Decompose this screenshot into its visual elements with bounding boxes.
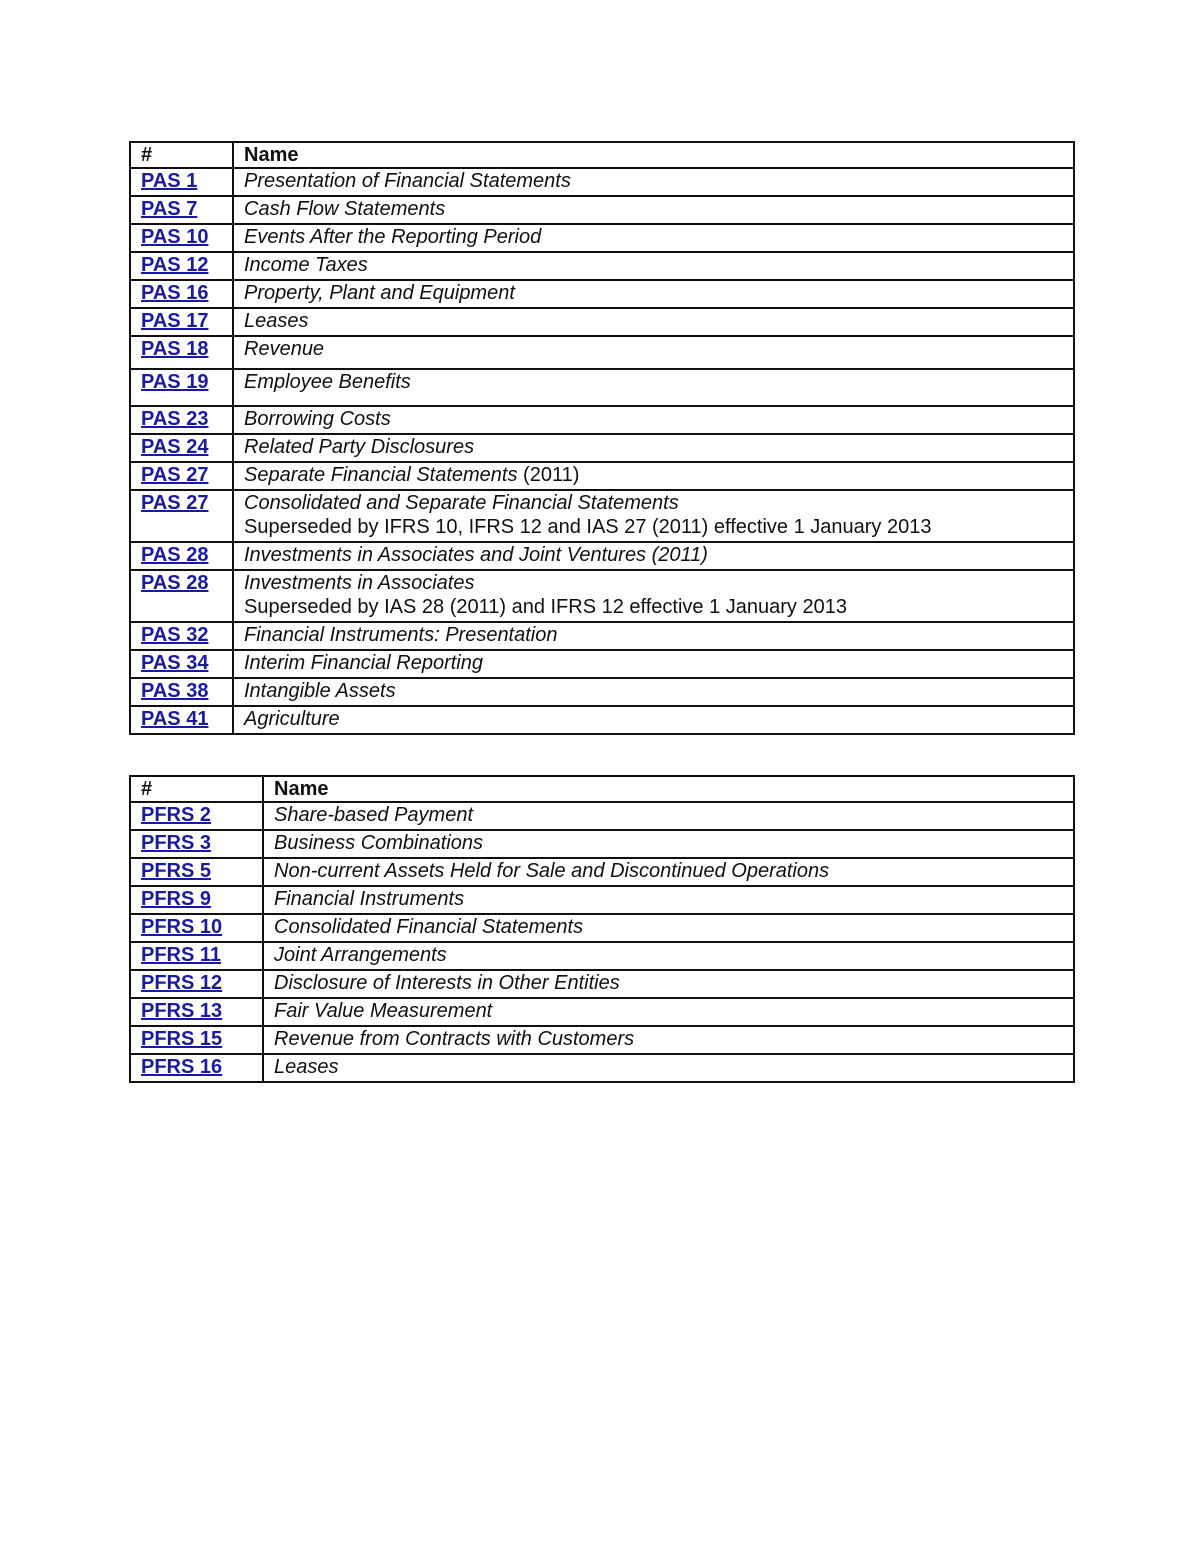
standard-name-cell bbox=[263, 1054, 1074, 1082]
standard-code-link[interactable]: PAS 19 bbox=[141, 371, 209, 393]
standard-title bbox=[274, 1027, 1063, 1051]
standard-code-link[interactable]: PAS 23 bbox=[141, 408, 209, 430]
standard-code-cell bbox=[130, 1026, 263, 1054]
standard-title bbox=[274, 859, 1063, 883]
standard-name-cell bbox=[263, 802, 1074, 830]
standard-title bbox=[244, 463, 1063, 487]
table-header-row bbox=[130, 142, 1074, 168]
standard-title bbox=[244, 337, 1063, 361]
standard-code-link[interactable]: PFRS 12 bbox=[141, 972, 223, 994]
standard-code-cell bbox=[130, 886, 263, 914]
standard-title bbox=[244, 543, 1063, 567]
standard-title-text: Consolidated Financial Statements bbox=[274, 916, 584, 938]
table-row bbox=[130, 914, 1074, 942]
standard-code-cell bbox=[130, 434, 233, 462]
table-row bbox=[130, 462, 1074, 490]
pas-standards-table bbox=[129, 141, 1075, 735]
standard-title bbox=[274, 943, 1063, 967]
standard-code-link[interactable]: PAS 32 bbox=[141, 624, 209, 646]
standard-title-text: Financial Instruments: Presentation bbox=[244, 624, 558, 646]
standard-code-cell bbox=[130, 196, 233, 224]
standard-name-cell bbox=[233, 308, 1074, 336]
standard-name-cell bbox=[233, 542, 1074, 570]
standard-title-text: Investments in Associates bbox=[244, 572, 475, 594]
standard-title-text: Leases bbox=[274, 1056, 339, 1078]
standard-title bbox=[274, 1055, 1063, 1079]
table-row bbox=[130, 336, 1074, 369]
table-row bbox=[130, 308, 1074, 336]
table-row bbox=[130, 168, 1074, 196]
supersession-note: Superseded by IAS 28 (2011) and IFRS 12 effective 1 January 2013 bbox=[244, 596, 847, 618]
standard-name-cell bbox=[233, 462, 1074, 490]
standard-code-link[interactable]: PAS 34 bbox=[141, 652, 209, 674]
standard-title-text: Disclosure of Interests in Other Entities bbox=[274, 972, 620, 994]
standard-title bbox=[274, 803, 1063, 827]
standard-name-cell bbox=[233, 706, 1074, 734]
table-row bbox=[130, 252, 1074, 280]
standard-name-cell bbox=[233, 252, 1074, 280]
standard-code-cell bbox=[130, 998, 263, 1026]
standard-title bbox=[244, 435, 1063, 459]
standard-code-cell bbox=[130, 570, 233, 622]
standard-title bbox=[244, 651, 1063, 675]
table-header-row bbox=[130, 776, 1074, 802]
standard-code-link[interactable]: PAS 28 bbox=[141, 544, 209, 566]
standard-code-cell bbox=[130, 369, 233, 406]
standard-code-cell bbox=[130, 406, 233, 434]
table-row bbox=[130, 570, 1074, 622]
standard-title-text: Intangible Assets bbox=[244, 680, 396, 702]
standard-name-cell bbox=[263, 914, 1074, 942]
standard-title-text: Consolidated and Separate Financial Statements bbox=[244, 492, 679, 514]
table-row bbox=[130, 970, 1074, 998]
header-code-cell: # bbox=[130, 776, 263, 802]
table-row bbox=[130, 224, 1074, 252]
table-row bbox=[130, 406, 1074, 434]
table-row bbox=[130, 886, 1074, 914]
standard-title-year: (2011) bbox=[517, 464, 580, 486]
standard-title bbox=[244, 225, 1063, 249]
supersession-note: Superseded by IFRS 10, IFRS 12 and IAS 27 (2011) effective 1 January 2013 bbox=[244, 516, 932, 538]
standard-code-link[interactable]: PAS 16 bbox=[141, 282, 209, 304]
standard-code-link[interactable]: PAS 27 bbox=[141, 492, 209, 514]
table-row bbox=[130, 542, 1074, 570]
standard-code-link[interactable]: PAS 17 bbox=[141, 310, 209, 332]
standard-name-cell bbox=[263, 942, 1074, 970]
standard-code-link[interactable]: PFRS 10 bbox=[141, 916, 223, 938]
standard-code-cell bbox=[130, 830, 263, 858]
standard-title bbox=[244, 309, 1063, 333]
standard-title bbox=[274, 887, 1063, 911]
header-name-cell: Name bbox=[233, 142, 1074, 168]
table-row bbox=[130, 678, 1074, 706]
standard-code-cell bbox=[130, 622, 233, 650]
standard-code-link[interactable]: PFRS 13 bbox=[141, 1000, 223, 1022]
standard-name-cell bbox=[233, 336, 1074, 369]
standard-name-cell bbox=[233, 196, 1074, 224]
standard-code-cell bbox=[130, 252, 233, 280]
standard-title bbox=[244, 679, 1063, 703]
standard-code-link[interactable]: PAS 12 bbox=[141, 254, 209, 276]
standard-code-cell bbox=[130, 650, 233, 678]
standard-title bbox=[244, 491, 1063, 515]
table-row bbox=[130, 830, 1074, 858]
table-row bbox=[130, 706, 1074, 734]
standard-title bbox=[244, 281, 1063, 305]
standard-code-cell bbox=[130, 914, 263, 942]
standard-code-cell bbox=[130, 462, 233, 490]
standard-title bbox=[244, 407, 1063, 431]
standard-name-cell bbox=[233, 369, 1074, 406]
table-row bbox=[130, 280, 1074, 308]
standard-code-cell bbox=[130, 224, 233, 252]
standard-name-cell bbox=[233, 224, 1074, 252]
standard-title-text: Property, Plant and Equipment bbox=[244, 282, 515, 304]
standard-code-cell bbox=[130, 280, 233, 308]
table-row bbox=[130, 196, 1074, 224]
standard-code-link[interactable]: PFRS 3 bbox=[141, 832, 212, 854]
standard-name-cell bbox=[263, 830, 1074, 858]
pfrs-standards-table bbox=[129, 775, 1075, 1083]
standard-title bbox=[274, 971, 1063, 995]
standard-title bbox=[274, 999, 1063, 1023]
standard-title bbox=[244, 370, 1063, 394]
standard-code-link[interactable]: PAS 28 bbox=[141, 572, 209, 594]
standard-code-cell bbox=[130, 858, 263, 886]
standard-code-link[interactable]: PAS 41 bbox=[141, 708, 209, 730]
standard-title-text: Revenue from Contracts with Customers bbox=[274, 1028, 635, 1050]
standard-code-link[interactable]: PAS 27 bbox=[141, 464, 209, 486]
standard-title-text: Joint Arrangements bbox=[274, 944, 447, 966]
standard-title-text: Share-based Payment bbox=[274, 804, 474, 826]
standard-name-cell bbox=[263, 1026, 1074, 1054]
standard-title bbox=[274, 915, 1063, 939]
standard-title-text: Financial Instruments bbox=[274, 888, 465, 910]
standard-name-cell bbox=[263, 858, 1074, 886]
standard-title-text: Related Party Disclosures bbox=[244, 436, 475, 458]
standard-code-link[interactable]: PFRS 2 bbox=[141, 804, 212, 826]
standard-code-link[interactable]: PFRS 11 bbox=[141, 944, 222, 966]
standard-name-cell bbox=[233, 168, 1074, 196]
standard-name-cell bbox=[263, 998, 1074, 1026]
header-name-cell: Name bbox=[263, 776, 1074, 802]
standard-title-text: Agriculture bbox=[244, 708, 340, 730]
standard-name-cell bbox=[233, 570, 1074, 622]
standard-code-cell bbox=[130, 308, 233, 336]
standard-title-text: Leases bbox=[244, 310, 309, 332]
standard-title-text: Cash Flow Statements bbox=[244, 198, 446, 220]
standard-code-cell bbox=[130, 970, 263, 998]
standard-title bbox=[274, 831, 1063, 855]
standard-code-cell bbox=[130, 802, 263, 830]
standard-name-cell bbox=[233, 406, 1074, 434]
standard-name-cell bbox=[233, 678, 1074, 706]
standard-code-cell bbox=[130, 168, 233, 196]
standard-title bbox=[244, 707, 1063, 731]
table-row bbox=[130, 490, 1074, 542]
table-row bbox=[130, 622, 1074, 650]
standard-name-cell bbox=[233, 650, 1074, 678]
standard-name-cell bbox=[233, 622, 1074, 650]
standard-code-cell bbox=[130, 678, 233, 706]
standard-code-link[interactable]: PAS 7 bbox=[141, 198, 198, 220]
standard-title-text: Employee Benefits bbox=[244, 371, 411, 393]
table-row bbox=[130, 650, 1074, 678]
table-row bbox=[130, 802, 1074, 830]
standard-code-link[interactable]: PAS 24 bbox=[141, 436, 209, 458]
standard-code-cell bbox=[130, 542, 233, 570]
standard-name-cell bbox=[233, 280, 1074, 308]
table-row bbox=[130, 369, 1074, 406]
standard-code-link[interactable]: PAS 10 bbox=[141, 226, 209, 248]
standard-title bbox=[244, 253, 1063, 277]
standard-title-text: Business Combinations bbox=[274, 832, 483, 854]
standard-title bbox=[244, 197, 1063, 221]
standard-code-link[interactable]: PAS 38 bbox=[141, 680, 209, 702]
standard-name-cell bbox=[263, 886, 1074, 914]
table-row bbox=[130, 1054, 1074, 1082]
standard-code-cell bbox=[130, 490, 233, 542]
standard-code-link[interactable]: PFRS 5 bbox=[141, 860, 212, 882]
standard-code-cell bbox=[130, 336, 233, 369]
standard-code-link[interactable]: PAS 1 bbox=[141, 170, 198, 192]
standard-title-text: Separate Financial Statements bbox=[244, 464, 518, 486]
table-row bbox=[130, 1026, 1074, 1054]
standard-name-cell bbox=[233, 490, 1074, 542]
standard-code-link[interactable]: PAS 18 bbox=[141, 338, 209, 360]
standard-code-link[interactable]: PFRS 16 bbox=[141, 1056, 223, 1078]
table-row bbox=[130, 942, 1074, 970]
standard-title-text: Events After the Reporting Period bbox=[244, 226, 542, 248]
standard-title-text: Borrowing Costs bbox=[244, 408, 391, 430]
standard-code-cell bbox=[130, 706, 233, 734]
table-row bbox=[130, 858, 1074, 886]
standard-title bbox=[244, 623, 1063, 647]
table-row bbox=[130, 998, 1074, 1026]
standard-code-link[interactable]: PFRS 15 bbox=[141, 1028, 223, 1050]
header-code-cell: # bbox=[130, 142, 233, 168]
standard-title-text: Revenue bbox=[244, 338, 325, 360]
standard-name-cell bbox=[263, 970, 1074, 998]
standard-code-cell bbox=[130, 1054, 263, 1082]
standard-title-text: Investments in Associates and Joint Ventures (2011) bbox=[244, 544, 708, 566]
table-row bbox=[130, 434, 1074, 462]
standard-title-text: Fair Value Measurement bbox=[274, 1000, 493, 1022]
standard-title bbox=[244, 571, 1063, 595]
standard-code-cell bbox=[130, 942, 263, 970]
standard-name-cell bbox=[233, 434, 1074, 462]
standard-title-text: Income Taxes bbox=[244, 254, 368, 276]
standard-title-text: Non-current Assets Held for Sale and Discontinued Operations bbox=[274, 860, 830, 882]
standard-title bbox=[244, 169, 1063, 193]
standard-code-link[interactable]: PFRS 9 bbox=[141, 888, 212, 910]
standard-title-text: Interim Financial Reporting bbox=[244, 652, 483, 674]
standard-title-text: Presentation of Financial Statements bbox=[244, 170, 571, 192]
